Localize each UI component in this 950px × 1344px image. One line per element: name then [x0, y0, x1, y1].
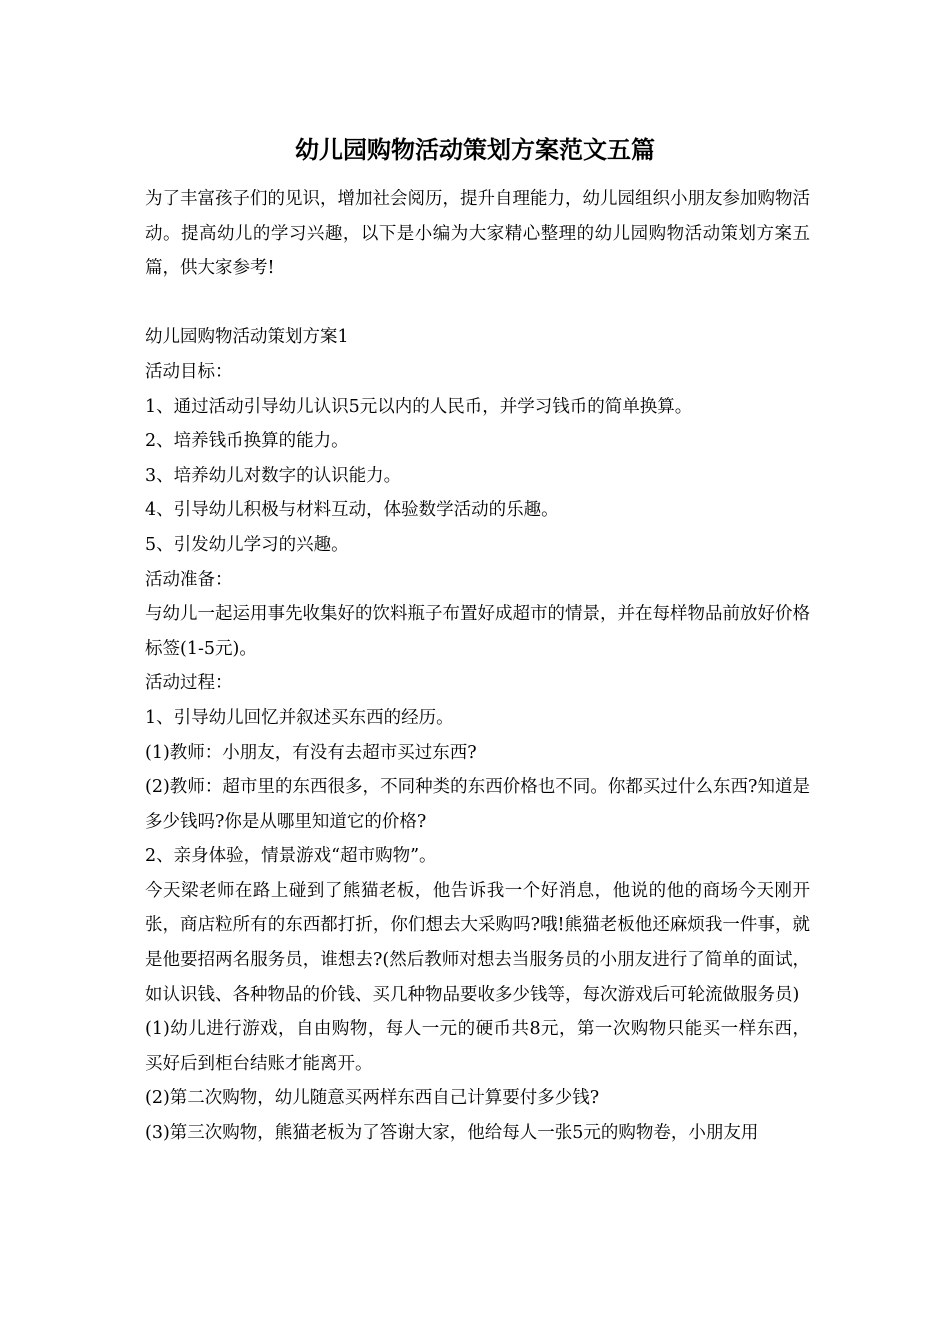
list-item: 5、引发幼儿学习的兴趣。 [145, 534, 349, 555]
body-paragraph: 今天梁老师在路上碰到了熊猫老板，他告诉我一个好消息，他说的他的商场今天刚开张，商店粒所有的东西都打折，你们想去大采购吗?哦!熊猫老板他还麻烦我一件事，就是他要招两名服务员，谁想去?(然后教师对想去当服务员的小朋友进行了简单的面试，如认识钱、各种物品的价钱、买几种物品要收多少钱等，每次游戏后可轮流做服务员) [145, 880, 810, 1005]
subheading-preparation: 活动准备： [145, 569, 233, 590]
document-title: 幼儿园购物活动策划方案范文五篇 [295, 135, 655, 164]
list-item: 3、培养幼儿对数字的认识能力。 [145, 465, 402, 486]
list-item: (2)教师：超市里的东西很多，不同种类的东西价格也不同。你都买过什么东西?知道是多少钱吗?你是从哪里知道它的价格? [145, 777, 810, 832]
section-heading: 幼儿园购物活动策划方案1 [145, 327, 349, 348]
document-body [145, 182, 810, 1151]
list-item: (3)第三次购物，熊猫老板为了答谢大家，他给每人一张5元的购物卷，小朋友用 [145, 1123, 759, 1144]
subheading-process: 活动过程： [145, 673, 233, 694]
list-item: 2、亲身体验，情景游戏“超市购物”。 [145, 846, 437, 867]
body-paragraph: 与幼儿一起运用事先收集好的饮料瓶子布置好成超市的情景，并在每样物品前放好价格标签(1-5元)。 [145, 604, 810, 659]
list-item: 2、培养钱币换算的能力。 [145, 431, 349, 452]
list-item: 1、引导幼儿回忆并叙述买东西的经历。 [145, 707, 454, 728]
list-item: 1、通过活动引导幼儿认识5元以内的人民币，并学习钱币的简单换算。 [145, 396, 693, 417]
list-item: (1)幼儿进行游戏，自由购物，每人一元的硬币共8元，第一次购物只能买一样东西，买好后到柜台结账才能离开。 [145, 1019, 810, 1074]
list-item: (1)教师：小朋友，有没有去超市买过东西? [145, 742, 477, 763]
list-item: (2)第二次购物，幼儿随意买两样东西自己计算要付多少钱? [145, 1088, 600, 1109]
intro-paragraph: 为了丰富孩子们的见识，增加社会阅历，提升自理能力，幼儿园组织小朋友参加购物活动。提高幼儿的学习兴趣，以下是小编为大家精心整理的幼儿园购物活动策划方案五篇，供大家参考! [145, 189, 810, 279]
paragraph-spacer [145, 286, 810, 321]
subheading-goals: 活动目标： [145, 361, 233, 382]
list-item: 4、引导幼儿积极与材料互动，体验数学活动的乐趣。 [145, 500, 559, 521]
